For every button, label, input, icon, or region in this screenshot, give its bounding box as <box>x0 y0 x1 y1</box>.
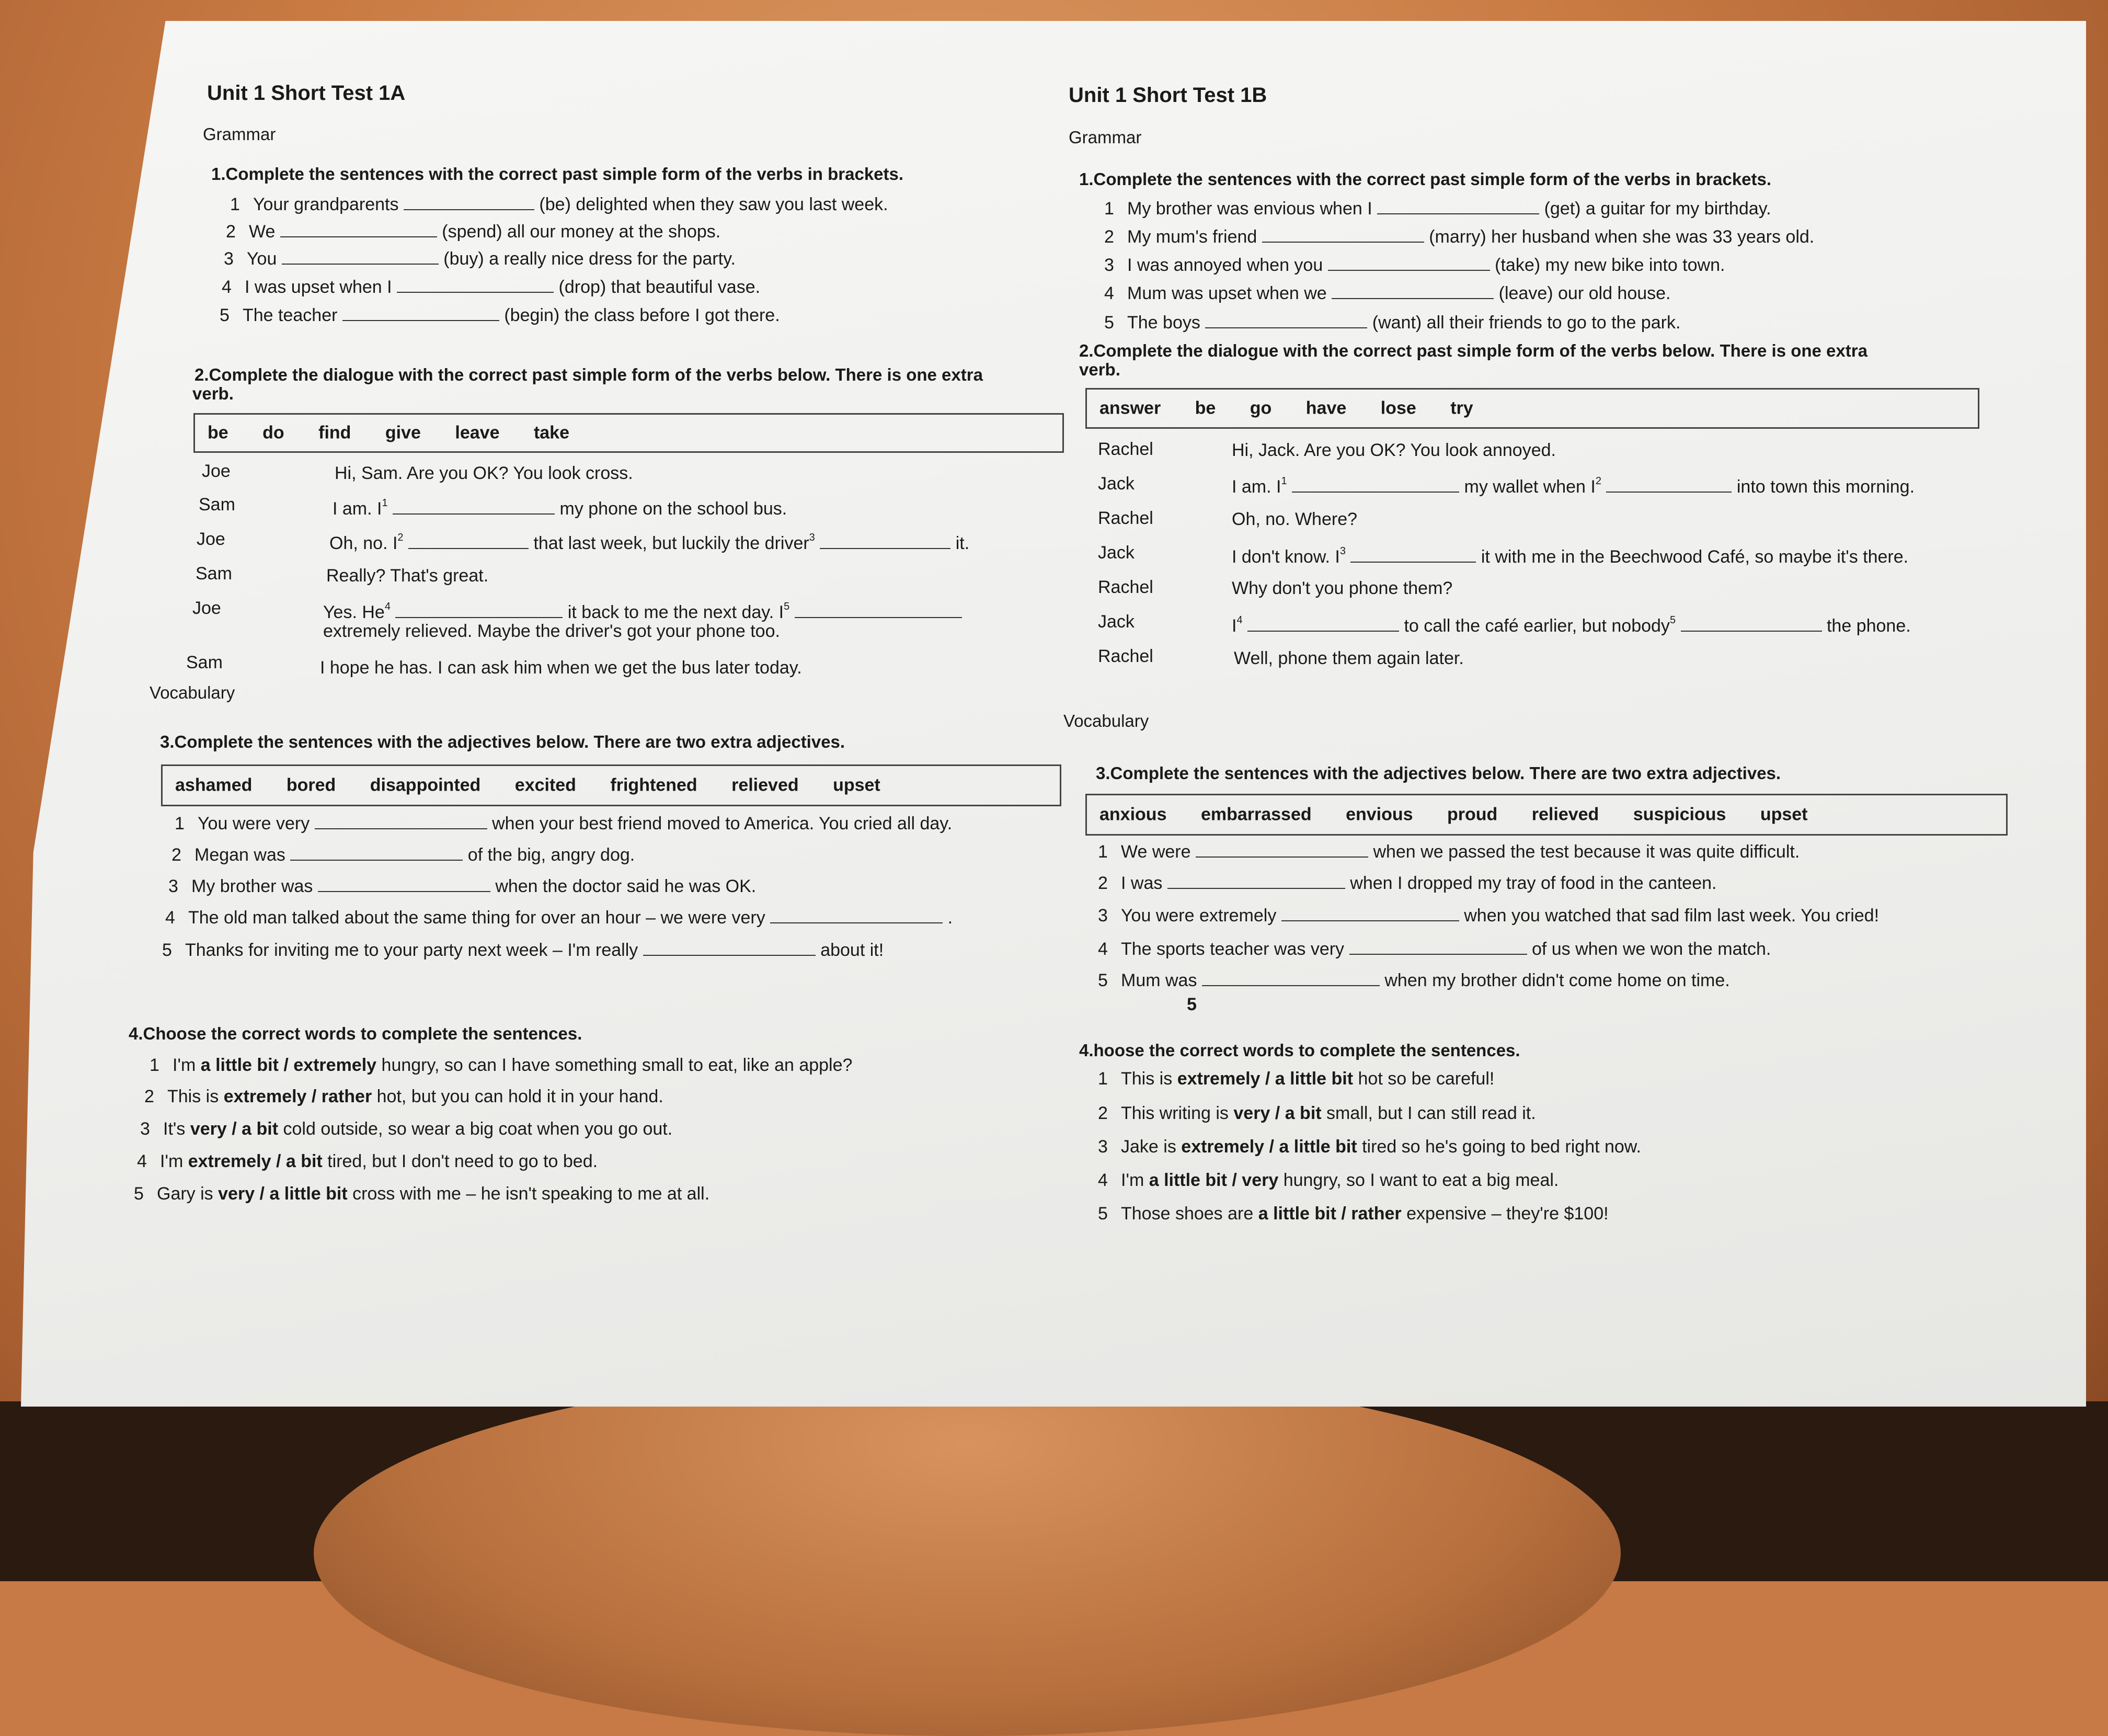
ex3-item: 4 The old man talked about the same thing for over an hour – we were very . <box>165 908 953 928</box>
speaker: Joe <box>192 598 221 618</box>
dialogue-line: Oh, no. $I^2$ that last week, but luckily the driver$^3$ it. <box>329 532 970 553</box>
word-choice[interactable]: extremely / a bit <box>188 1151 323 1171</box>
answer-blank[interactable] <box>1196 841 1368 858</box>
word: disappointed <box>370 775 481 795</box>
ex1-item: 4 I was upset when I (drop) that beautiful vase. <box>222 277 761 297</box>
answer-blank[interactable] <box>1332 282 1494 299</box>
word: proud <box>1447 804 1498 825</box>
word-choice[interactable]: a little bit / extremely <box>200 1055 377 1075</box>
ex4-instruction: 4.hoose the correct words to complete the sentences. <box>1079 1041 1520 1060</box>
answer-blank[interactable] <box>1202 969 1380 986</box>
section-grammar: Grammar <box>1069 128 1142 147</box>
ex4-instruction: 4.Choose the correct words to complete the sentences. <box>129 1024 582 1043</box>
page-title: Unit 1 Short Test 1B <box>1069 84 1267 107</box>
ex1-item: 1 My brother was envious when I (get) a guitar for my birthday. <box>1104 199 1771 219</box>
speaker: Joe <box>197 529 225 549</box>
word: anxious <box>1099 804 1167 825</box>
answer-blank[interactable] <box>1205 312 1367 328</box>
ex3-item: 4 The sports teacher was very of us when we won the match. <box>1098 939 1771 959</box>
ex4-item: 4 I'm a little bit / very hungry, so I want to eat a big meal. <box>1098 1170 1559 1190</box>
speaker: Sam <box>186 653 223 672</box>
dialogue-line: I am. $I^1$ my wallet when $I^2$ into town this morning. <box>1232 475 1915 497</box>
word: give <box>385 422 421 443</box>
answer-blank[interactable] <box>1606 476 1732 493</box>
ex3-item: 3 My brother was when the doctor said he was OK. <box>168 876 757 896</box>
ex4-item: 2 This writing is very / a bit small, but I can still read it. <box>1098 1103 1536 1123</box>
word: take <box>533 422 570 443</box>
dialogue-line: Hi, Sam. Are you OK? You look cross. <box>335 463 633 483</box>
word-choice[interactable]: extremely / a little bit <box>1181 1137 1357 1157</box>
word-choice[interactable]: very / a bit <box>1233 1103 1322 1123</box>
word: try <box>1450 398 1473 418</box>
dialogue-line: I hope he has. I can ask him when we get the bus later today. <box>320 658 802 678</box>
round-table-edge <box>314 1370 1621 1736</box>
ex1-item: 5 The teacher (begin) the class before I got there. <box>220 305 780 325</box>
speaker: Jack <box>1098 612 1135 632</box>
ex2-instruction: 2.Complete the dialogue with the correct past simple form of the verbs below. There is one extra <box>194 365 983 384</box>
answer-blank[interactable] <box>282 248 439 265</box>
word: envious <box>1346 804 1413 825</box>
ex3-instruction: 3.Complete the sentences with the adjectives below. There are two extra adjectives. <box>1096 763 1781 783</box>
answer-blank[interactable] <box>408 532 529 549</box>
word: have <box>1305 398 1347 418</box>
ex3-item: 3 You were extremely when you watched that sad film last week. You cried! <box>1098 906 1880 926</box>
word: ashamed <box>175 775 253 795</box>
answer-blank[interactable] <box>318 875 490 892</box>
word: suspicious <box>1633 804 1726 825</box>
dialogue-line: Well, phone them again later. <box>1234 648 1464 668</box>
word: lose <box>1380 398 1416 418</box>
speaker: Joe <box>202 461 231 481</box>
word-choice[interactable]: very / a bit <box>190 1119 279 1139</box>
answer-blank[interactable] <box>1262 226 1424 243</box>
ex4-item: 5 Those shoes are a little bit / rather expensive – they're $100! <box>1098 1204 1609 1224</box>
answer-blank[interactable] <box>397 276 554 293</box>
dialogue-line: Why don't you phone them? <box>1232 578 1453 598</box>
word: bored <box>286 775 336 795</box>
page-title: Unit 1 Short Test 1A <box>207 82 406 105</box>
ex4-item: 3 Jake is extremely / a little bit tired so he's going to bed right now. <box>1098 1137 1641 1157</box>
ex1-item: 2 My mum's friend (marry) her husband when she was 33 years old. <box>1104 227 1815 247</box>
handwritten-mark: 5 <box>1187 995 1197 1014</box>
verb-box <box>193 413 1064 453</box>
speaker: Rachel <box>1098 508 1153 528</box>
dialogue-line: I am. $I^1$ my phone on the school bus. <box>333 497 787 519</box>
answer-blank[interactable] <box>1292 476 1459 493</box>
answer-blank[interactable] <box>290 844 463 861</box>
ex4-item: 4 I'm extremely / a bit tired, but I don't need to go to bed. <box>137 1151 598 1171</box>
answer-blank[interactable] <box>795 601 962 618</box>
ex3-item: 5 Mum was when my brother didn't come home on time. <box>1098 970 1730 990</box>
answer-blank[interactable] <box>1377 198 1539 214</box>
word-choice[interactable]: a little bit / very <box>1149 1170 1279 1190</box>
ex1-item: 1 Your grandparents (be) delighted when they saw you last week. <box>230 195 888 214</box>
adjective-box <box>1085 794 2008 836</box>
answer-blank[interactable] <box>1681 615 1822 632</box>
ex2-instruction-cont: verb. <box>192 384 234 403</box>
ex4-item: 5 Gary is very / a little bit cross with me – he isn't speaking to me at all. <box>134 1184 710 1204</box>
ex3-item: 5 Thanks for inviting me to your party next week – I'm really about it! <box>162 940 884 960</box>
section-vocabulary: Vocabulary <box>1063 711 1149 730</box>
ex3-item: 2 Megan was of the big, angry dog. <box>171 845 635 865</box>
word: upset <box>833 775 880 795</box>
answer-blank[interactable] <box>280 221 437 237</box>
speaker: Rachel <box>1098 577 1153 597</box>
word: frightened <box>610 775 697 795</box>
ex1-item: 2 We (spend) all our money at the shops. <box>226 222 721 242</box>
ex2-instruction-cont: verb. <box>1079 360 1120 379</box>
speaker: Jack <box>1098 474 1135 494</box>
answer-blank[interactable] <box>1350 546 1476 563</box>
answer-blank[interactable] <box>395 601 563 618</box>
speaker: Sam <box>199 495 235 515</box>
answer-blank[interactable] <box>1167 872 1345 889</box>
ex1-item: 5 The boys (want) all their friends to go to the park. <box>1104 313 1681 333</box>
answer-blank[interactable] <box>1328 254 1490 271</box>
ex1-item: 3 I was annoyed when you (take) my new bike into town. <box>1104 255 1725 275</box>
answer-blank[interactable] <box>393 498 555 515</box>
answer-blank[interactable] <box>820 532 950 549</box>
word: do <box>262 422 284 443</box>
word: leave <box>455 422 500 443</box>
word: embarrassed <box>1200 804 1312 825</box>
ex4-item: 3 It's very / a bit cold outside, so wear a big coat when you go out. <box>140 1119 673 1139</box>
verb-box <box>1085 388 1979 429</box>
word: excited <box>514 775 576 795</box>
word: relieved <box>731 775 799 795</box>
dialogue-line: Yes. He$^4$ it back to me the next day. $I^5$ extremely relieved. Maybe the driver's got your phone too. <box>323 601 1003 641</box>
ex1-item: 3 You (buy) a really nice dress for the party. <box>224 249 736 269</box>
section-grammar: Grammar <box>203 124 276 144</box>
section-vocabulary: Vocabulary <box>150 683 235 702</box>
word-choice[interactable]: extremely / rather <box>223 1087 372 1106</box>
ex3-instruction: 3.Complete the sentences with the adjectives below. There are two extra adjectives. <box>160 732 845 751</box>
word: find <box>318 422 351 443</box>
word-choice[interactable]: a little bit / rather <box>1258 1204 1402 1224</box>
word-choice[interactable]: extremely / a little bit <box>1177 1069 1354 1089</box>
answer-blank[interactable] <box>315 813 487 829</box>
answer-blank[interactable] <box>770 907 943 923</box>
ex3-item: 1 We were when we passed the test because it was quite difficult. <box>1098 842 1800 862</box>
ex4-item: 2 This is extremely / rather hot, but you can hold it in your hand. <box>144 1087 663 1106</box>
speaker: Rachel <box>1098 439 1153 459</box>
answer-blank[interactable] <box>1281 905 1459 921</box>
word: upset <box>1760 804 1808 825</box>
dialogue-line: Really? That's great. <box>326 566 489 586</box>
dialogue-line: Hi, Jack. Are you OK? You look annoyed. <box>1232 440 1556 460</box>
speaker: Jack <box>1098 543 1135 563</box>
speaker: Rachel <box>1098 646 1153 666</box>
ex2-instruction: 2.Complete the dialogue with the correct past simple form of the verbs below. There is one extra <box>1079 341 1868 360</box>
ex1-item: 4 Mum was upset when we (leave) our old house. <box>1104 283 1671 303</box>
word: go <box>1250 398 1272 418</box>
adjective-box <box>161 764 1061 806</box>
word: be <box>208 422 228 443</box>
answer-blank[interactable] <box>643 939 816 956</box>
answer-blank[interactable] <box>1247 615 1399 632</box>
ex4-item: 1 This is extremely / a little bit hot so be careful! <box>1098 1069 1495 1089</box>
ex3-item: 2 I was when I dropped my tray of food in the canteen. <box>1098 873 1717 893</box>
ex1-instruction: 1.Complete the sentences with the correct past simple form of the verbs in brackets. <box>1079 169 1772 189</box>
ex4-item: 1 I'm a little bit / extremely hungry, so can I have something small to eat, like an apple? <box>150 1055 853 1075</box>
speaker: Sam <box>196 564 232 584</box>
answer-blank[interactable] <box>1349 938 1527 955</box>
answer-blank[interactable] <box>404 193 534 210</box>
word: answer <box>1099 398 1161 418</box>
ex1-instruction: 1.Complete the sentences with the correct past simple form of the verbs in brackets. <box>211 164 904 184</box>
answer-blank[interactable] <box>342 304 499 321</box>
dialogue-line: I don't know. $I^3$ it with me in the Beechwood Café, so maybe it's there. <box>1232 545 1909 567</box>
word: be <box>1195 398 1216 418</box>
word: relieved <box>1531 804 1599 825</box>
word-choice[interactable]: very / a little bit <box>218 1184 348 1204</box>
dialogue-line: Oh, no. Where? <box>1232 509 1358 529</box>
ex3-item: 1 You were very when your best friend moved to America. You cried all day. <box>175 814 953 833</box>
dialogue-line: $I^4$ to call the café earlier, but nobody$^5$ the phone. <box>1232 614 1911 636</box>
